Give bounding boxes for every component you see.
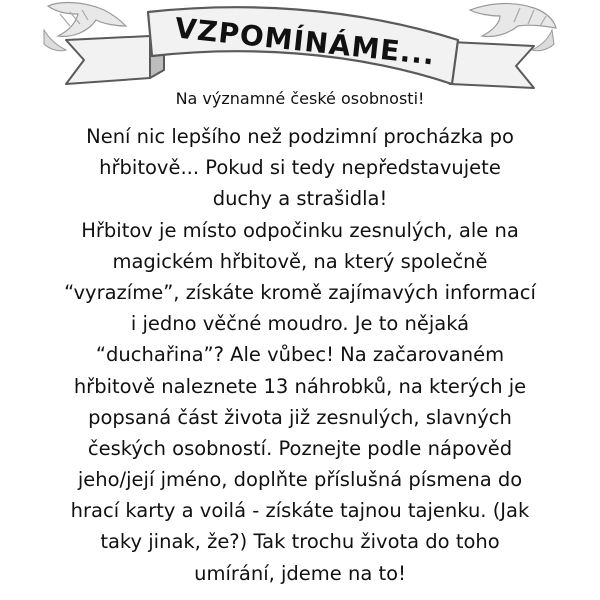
banner-title: VZPOMÍNÁME... xyxy=(173,10,437,72)
text-line: českých osobností. Poznejte podle nápověd xyxy=(87,436,513,460)
text-line: popsaná část života již zesnulých, slavných xyxy=(88,405,512,429)
subtitle: Na významné české osobnosti! xyxy=(175,89,425,108)
text-line: jeho/její jméno, doplňte příslušná písmena do xyxy=(77,468,523,492)
text-line: taky jinak, že?) Tak trochu života do toho xyxy=(100,530,500,554)
text-line: hrací karty a voilá - získáte tajnou tajenku. (Jak xyxy=(70,499,530,523)
text-line: hřbitově... Pokud si tedy nepředstavujete xyxy=(99,156,501,180)
text-line: Není nic lepšího než podzimní procházka po xyxy=(86,125,514,148)
text-line: “duchařina”? Ale vůbec! Na začarovaném xyxy=(95,343,505,367)
text-line: hřbitově naleznete 13 náhrobků, na kterých je xyxy=(73,374,527,398)
text-line: “vyrazíme”, získáte kromě zajímavých informací xyxy=(64,280,536,304)
text-line: Hřbitov je místo odpočinku zesnulých, ale na xyxy=(81,218,519,242)
text-line: magickém hřbitově, na který společně xyxy=(112,249,488,273)
text-line: duchy a strašidla! xyxy=(212,187,388,211)
text-line: i jedno věčné moudro. Je to nějaká xyxy=(130,312,470,336)
text-line: umírání, jdeme na to! xyxy=(194,561,406,585)
intro-paragraph xyxy=(30,121,570,589)
